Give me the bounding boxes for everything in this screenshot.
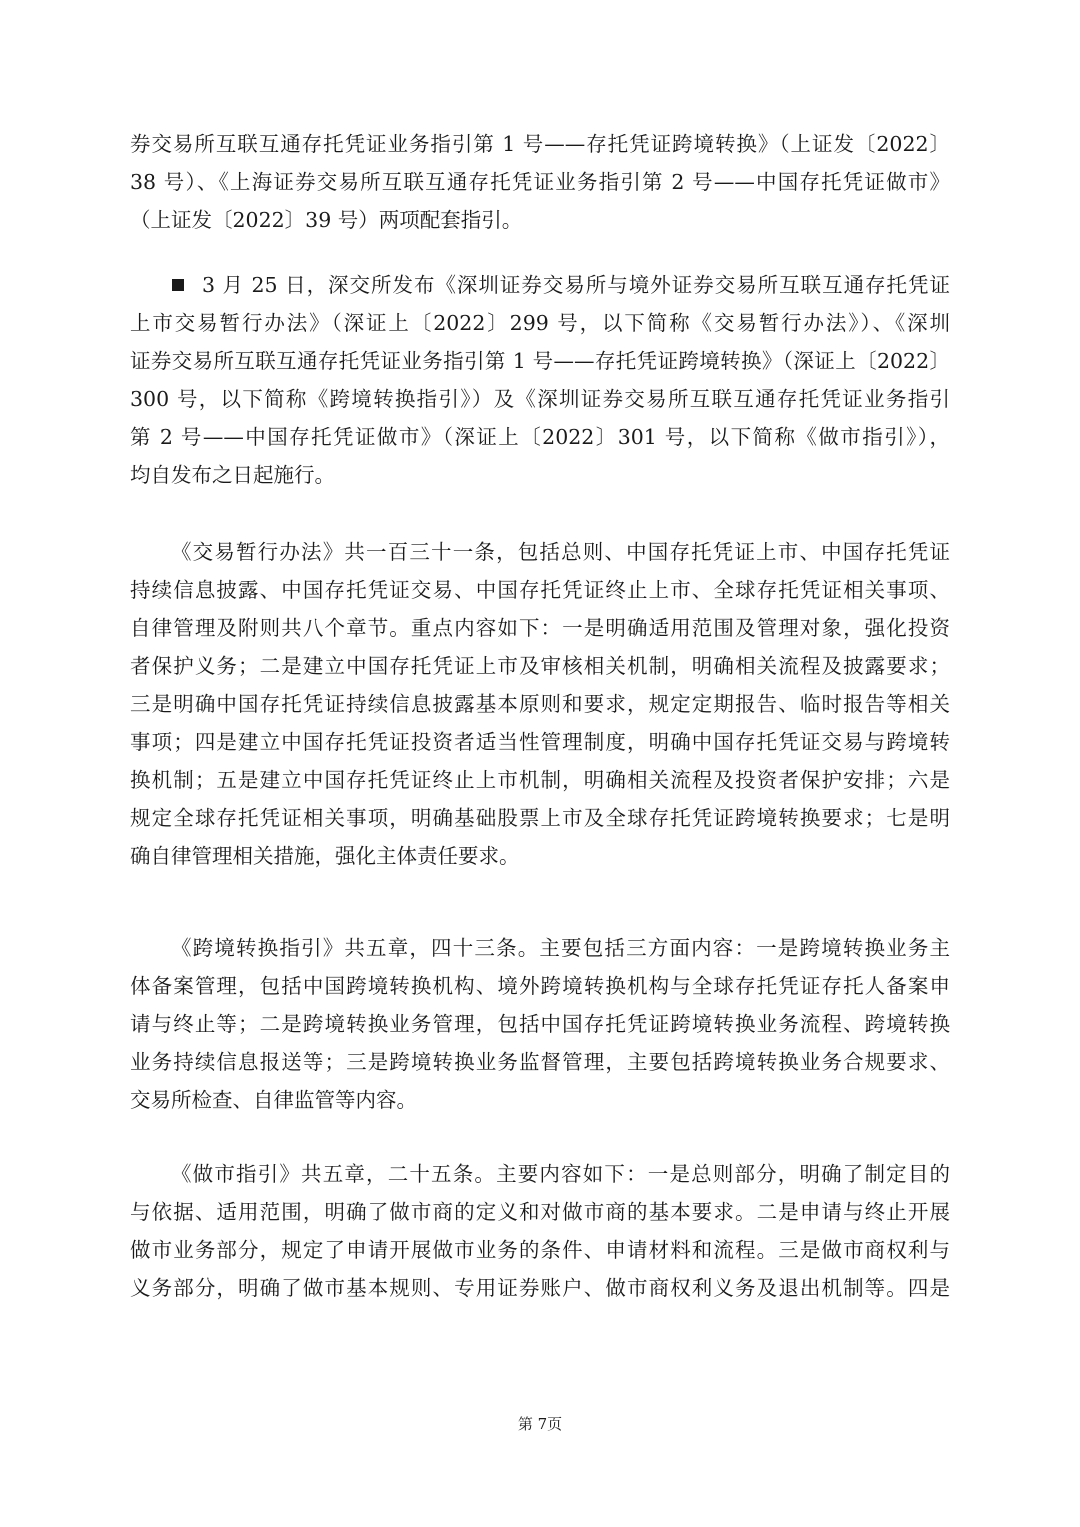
text-line-content: 3 月 25 日，深交所发布《深圳证券交易所与境外证券交易所互联互通存托凭证 — [202, 273, 950, 297]
text-line: 证券交易所互联互通存托凭证业务指引第 1 号——存托凭证跨境转换》（深证上〔2022〕 — [130, 349, 950, 373]
text-line: 做市业务部分，规定了申请开展做市业务的条件、申请材料和流程。三是做市商权利与 — [130, 1238, 950, 1262]
text-line: 均自发布之日起施行。 — [130, 463, 335, 487]
text-line: 规定全球存托凭证相关事项，明确基础股票上市及全球存托凭证跨境转换要求；七是明 — [130, 806, 950, 830]
text-line: 确自律管理相关措施，强化主体责任要求。 — [130, 844, 520, 868]
text-line: （上证发〔2022〕39 号）两项配套指引。 — [130, 208, 523, 232]
page-number-footer: 第 7页 — [517, 1415, 563, 1433]
text-line: 上市交易暂行办法》（深证上〔2022〕299 号，以下简称《交易暂行办法》）、《深圳 — [130, 311, 950, 335]
text-line: 第 2 号——中国存托凭证做市》（深证上〔2022〕301 号，以下简称《做市指引》）， — [130, 425, 950, 449]
text-line: 者保护义务；二是建立中国存托凭证上市及审核相关机制，明确相关流程及披露要求； — [130, 654, 950, 678]
text-line: 持续信息披露、中国存托凭证交易、中国存托凭证终止上市、全球存托凭证相关事项、 — [130, 578, 950, 602]
text-line: 义务部分，明确了做市基本规则、专用证券账户、做市商权利义务及退出机制等。四是 — [130, 1276, 950, 1300]
text-line: 三是明确中国存托凭证持续信息披露基本原则和要求，规定定期报告、临时报告等相关 — [130, 692, 950, 716]
text-line: 38 号）、《上海证券交易所互联互通存托凭证业务指引第 2 号——中国存托凭证做市》 — [130, 170, 950, 194]
black-square-bullet-icon — [172, 279, 184, 291]
paragraph-bullet-szse — [130, 266, 950, 494]
text-line-first: 《做市指引》共五章，二十五条。主要内容如下：一是总则部分，明确了制定目的 — [171, 1162, 950, 1186]
text-line-first — [130, 266, 950, 304]
text-line: 券交易所互联互通存托凭证业务指引第 1 号——存托凭证跨境转换》（上证发〔2022〕 — [130, 132, 950, 156]
text-line: 换机制；五是建立中国存托凭证终止上市机制，明确相关流程及投资者保护安排；六是 — [130, 768, 950, 792]
text-line: 交易所检查、自律监管等内容。 — [130, 1088, 417, 1112]
text-line: 300 号，以下简称《跨境转换指引》）及《深圳证券交易所互联互通存托凭证业务指引 — [130, 387, 950, 411]
text-line: 请与终止等；二是跨境转换业务管理，包括中国存托凭证跨境转换业务流程、跨境转换 — [130, 1012, 950, 1036]
text-line: 自律管理及附则共八个章节。重点内容如下：一是明确适用范围及管理对象，强化投资 — [130, 616, 950, 640]
text-line: 体备案管理，包括中国跨境转换机构、境外跨境转换机构与全球存托凭证存托人备案申 — [130, 974, 950, 998]
text-line: 事项；四是建立中国存托凭证投资者适当性管理制度，明确中国存托凭证交易与跨境转 — [130, 730, 950, 754]
text-line-first: 《交易暂行办法》共一百三十一条，包括总则、中国存托凭证上市、中国存托凭证 — [171, 540, 950, 564]
paragraph-market-making-guideline — [130, 1155, 950, 1307]
paragraph-cross-border-guideline — [130, 929, 950, 1119]
text-line-first: 《跨境转换指引》共五章，四十三条。主要包括三方面内容：一是跨境转换业务主 — [171, 936, 950, 960]
paragraph-trading-measures — [130, 533, 950, 875]
text-line: 业务持续信息报送等；三是跨境转换业务监督管理，主要包括跨境转换业务合规要求、 — [130, 1050, 950, 1074]
text-line: 与依据、适用范围，明确了做市商的定义和对做市商的基本要求。二是申请与终止开展 — [130, 1200, 950, 1224]
paragraph-continuation — [130, 125, 950, 239]
